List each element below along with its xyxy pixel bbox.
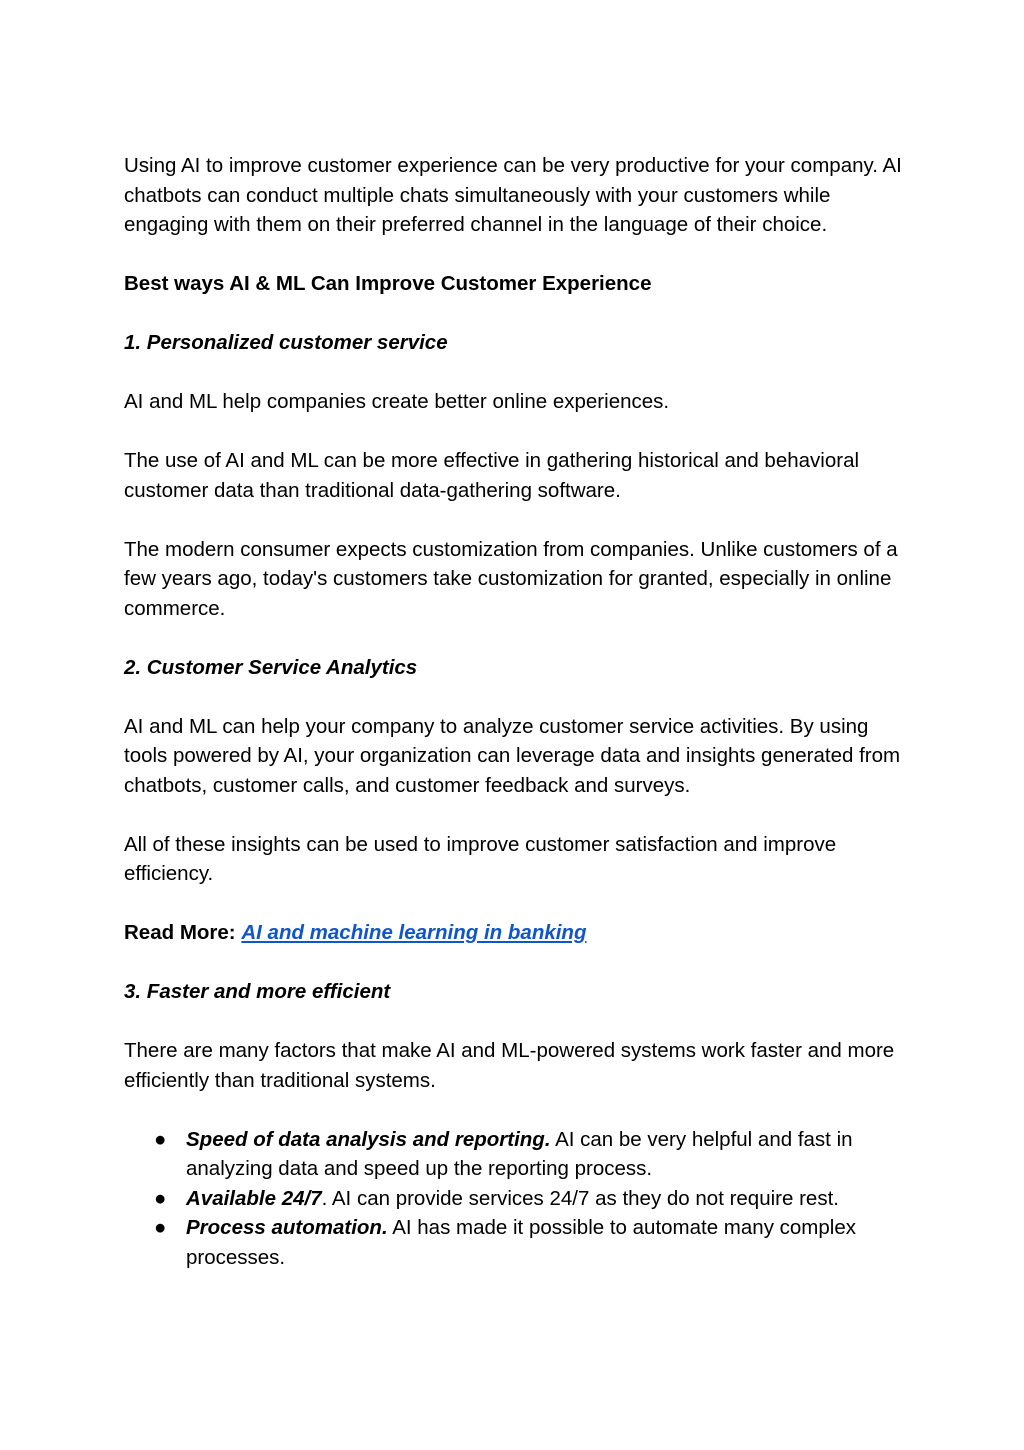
document-body (124, 151, 914, 1272)
section-1-paragraph-3: The modern consumer expects customization from companies. Unlike customers of a few years ago, today's customers take customization for granted, especially in online commerce. (124, 537, 898, 620)
section-1-title: 1. Personalized customer service (124, 331, 448, 354)
section-2-paragraph-1: AI and ML can help your company to analyze customer service activities. By using tools powered by AI, your organization can leverage data and insights generated from chatbots, customer calls, and customer feedback and surveys. (124, 714, 901, 797)
bullet-icon: ● (154, 1127, 167, 1151)
intro-paragraph: Using AI to improve customer experience can be very productive for your company. AI chatbots can conduct multiple chats simultaneously with your customers while engaging with them on their preferred channel in the language of their choice. (124, 154, 902, 236)
list-item-term: Process automation. (186, 1216, 388, 1239)
section-2-title: 2. Customer Service Analytics (124, 655, 418, 679)
list-item-term: Available 24/7 (186, 1186, 322, 1210)
read-more-line (124, 918, 914, 948)
section-1-paragraph-2: The use of AI and ML can be more effective in gathering historical and behavioral customer data than traditional data-gathering software. (124, 449, 860, 502)
list-item-text: . AI can provide services 24/7 as they do not require rest. (321, 1186, 839, 1210)
read-more-label: Read More: (124, 921, 236, 944)
section-2-paragraph-2: All of these insights can be used to improve customer satisfaction and improve efficiency. (124, 832, 837, 885)
list-item (124, 1125, 914, 1184)
list-item-text: AI can be very helpful and fast in analyzing data and speed up the reporting process. (186, 1127, 853, 1180)
section-3-title: 3. Faster and more efficient (124, 980, 391, 1003)
list-item-term: Speed of data analysis and reporting. (186, 1127, 551, 1151)
section-3-paragraph: There are many factors that make AI and ML-powered systems work faster and more efficiently than traditional systems. (124, 1039, 895, 1092)
bullet-icon: ● (154, 1216, 167, 1239)
read-more-link[interactable]: AI and machine learning in banking (241, 921, 587, 944)
list-item (124, 1213, 914, 1272)
main-heading: Best ways AI & ML Can Improve Customer Experience (124, 272, 652, 295)
list-item (124, 1184, 914, 1214)
list-item-text: AI has made it possible to automate many complex processes. (186, 1216, 856, 1269)
bullet-list (124, 1125, 914, 1273)
bullet-icon: ● (154, 1186, 167, 1210)
section-1-paragraph-1: AI and ML help companies create better online experiences. (124, 390, 670, 413)
